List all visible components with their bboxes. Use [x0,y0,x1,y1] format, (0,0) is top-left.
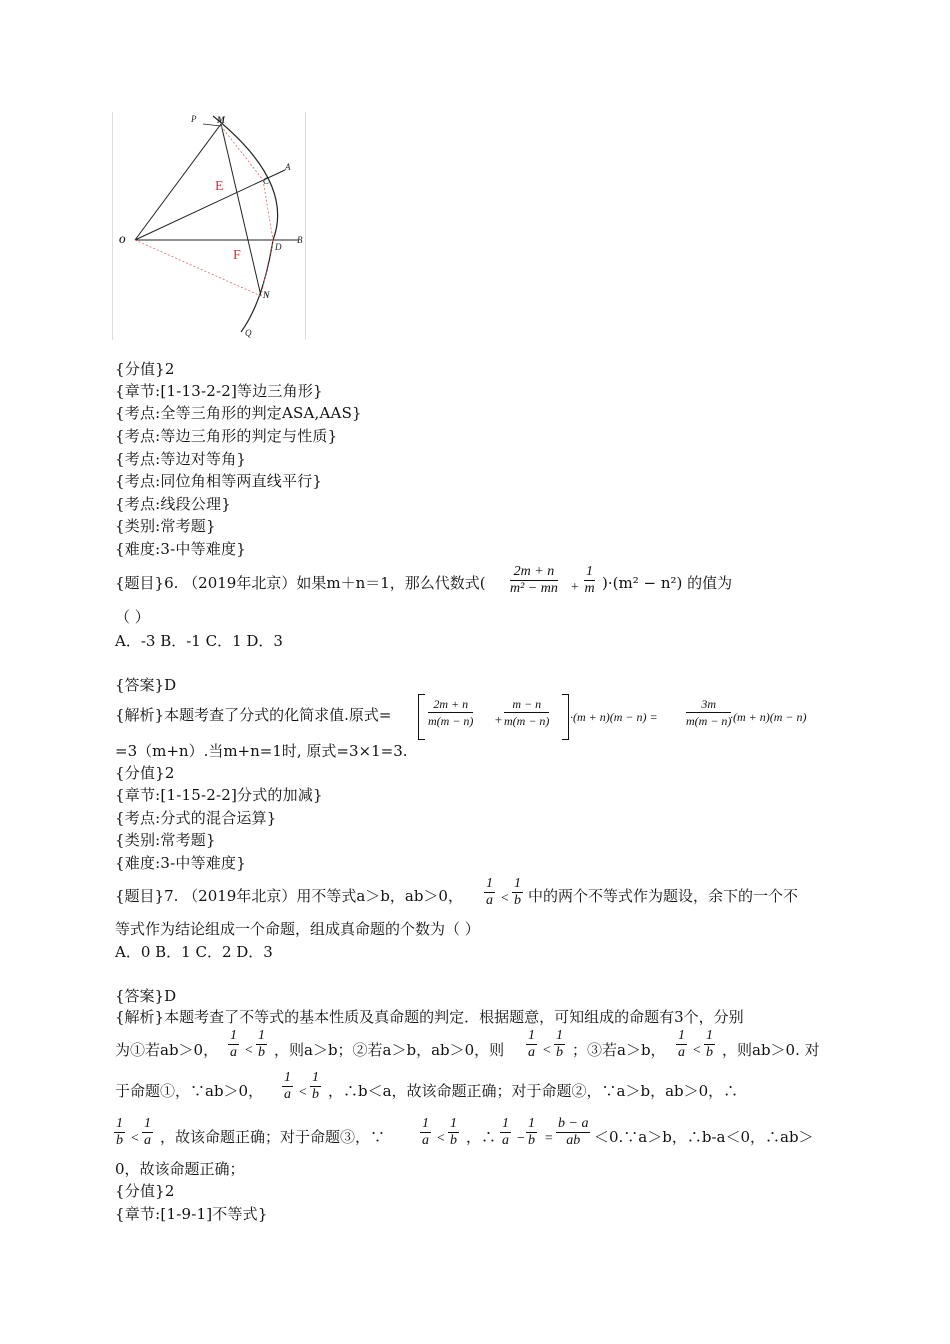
frac-num: 1 [556,1028,563,1043]
meta-point-2: {考点:等边三角形的判定与性质} [115,427,338,445]
q6-frac1 [510,564,558,597]
frac-num: 1 [422,1116,429,1131]
a7-l4-frac3 [420,1116,431,1149]
a7-line4-b: ，∴ [466,1128,497,1146]
meta-point-4: {考点:同位角相等两直线平行} [115,472,323,490]
q7-tail: 中的两个不等式作为题设，余下的一个不 [528,887,799,905]
frac-den: b [528,1133,535,1148]
frac-den: b [556,1045,563,1060]
q6-frac1-num: 2m + n [510,564,558,581]
frac-den: a [528,1045,535,1060]
q6-plus: + [570,580,580,595]
q7-frac2-den: b [514,893,521,908]
frac-num: 1 [678,1028,685,1043]
ray-OM [135,124,221,240]
q6-prefix: {题目}6. （2019年北京）如果m＋n＝1，那么代数式( [115,574,486,592]
label-P: P [191,114,197,124]
frac-den: b [706,1045,713,1060]
frac-den: a [422,1133,429,1148]
q6-frac1-den: m² − mn [510,581,558,596]
a6-bracket-right [562,694,569,740]
q7-frac1-den: a [486,893,493,908]
a7-l4-frac7-den: ab [566,1133,581,1148]
a7-line3-b: ，∴b＜a，故该命题正确；对于命题②，∵a＞b，ab＞0，∴ [328,1082,739,1100]
meta-difficulty-1: {难度:3-中等难度} [115,540,246,558]
label-C: C [263,176,270,186]
q7-options: A．0 B．1 C．2 D．3 [115,943,273,961]
q7-frac1 [484,876,495,909]
a7-meta-chapter: {章节:[1-9-1]不等式} [115,1205,268,1223]
a7-l2-frac1 [228,1028,239,1061]
a7-l2-lt1: < [244,1043,254,1058]
frac-den: a [678,1045,685,1060]
a6-expr-frac2-num: m − n [504,696,549,713]
a6-expr-frac1-den: m(m − n) [428,714,474,728]
a6-expr-frac3 [686,696,731,729]
a7-l3-frac2 [310,1070,321,1103]
a6-meta-chapter: {章节:[1-15-2-2]分式的加减} [115,786,323,804]
a6-expr-frac3-num: 3m [686,696,731,713]
frac-num: 1 [284,1070,291,1085]
a7-l4-eq: = [544,1131,554,1146]
a7-answer: {答案}D [115,987,177,1005]
a6-meta-difficulty: {难度:3-中等难度} [115,854,246,872]
frac-den: a [144,1133,151,1148]
segment-MN [221,124,261,296]
meta-point-5: {考点:线段公理} [115,495,231,513]
q7-prefix: {题目}7. （2019年北京）用不等式a＞b，ab＞0， [115,887,463,905]
a7-l2-frac2 [256,1028,267,1061]
label-O: O [119,235,126,245]
meta-category-1: {类别:常考题} [115,517,216,535]
label-M: M [217,115,226,125]
a7-l2-frac6 [704,1028,715,1061]
frac-num: 1 [706,1028,713,1043]
frac-num: 1 [450,1116,457,1131]
frac-den: b [312,1087,319,1102]
meta-point-1: {考点:全等三角形的判定ASA,AAS} [115,404,362,422]
a7-l3-lt: < [298,1085,308,1100]
a7-l2-frac4 [554,1028,565,1061]
a7-l2-lt2: < [542,1043,552,1058]
geometry-figure [112,112,306,340]
label-N: N [263,290,270,300]
q6-tail: )·(m² − n²) 的值为 [602,574,733,592]
a7-l4-frac2 [142,1116,153,1149]
q6-paren: （ ） [115,608,150,626]
a7-l4-lt2: < [436,1131,446,1146]
a7-line2-d: ，则ab＞0. 对 [722,1041,820,1059]
frac-num: 1 [502,1116,509,1131]
a7-l4-minus: − [516,1131,526,1146]
a6-expr-frac1-num: 2m + n [428,696,473,713]
q7-line2: 等式作为结论组成一个命题，组成真命题的个数为（ ） [115,920,480,938]
frac-den: b [450,1133,457,1148]
q6-frac2-num: 1 [586,564,593,579]
a6-meta-score: {分值}2 [115,764,175,782]
a6-expr-mul: ·(m + n)(m − n) = [570,710,658,724]
a7-line3-a: 于命题①，∵ab＞0， [115,1082,264,1100]
a7-l4-frac4 [448,1116,459,1149]
q6-options: A．-3 B．-1 C．1 D．3 [115,632,283,650]
a6-expr-plus: + [494,712,503,727]
a7-l4-frac7-num: b − a [558,1116,589,1131]
q7-lt: < [500,891,510,906]
a7-line1: {解析}本题考查了不等式的基本性质及真命题的判定．根据题意，可知组成的命题有3个，分别 [115,1008,744,1026]
dashed-CD [263,180,273,240]
frac-num: 1 [230,1028,237,1043]
a6-answer: {答案}D [115,676,177,694]
frac-num: 1 [116,1116,123,1131]
a7-l4-frac5 [500,1116,511,1149]
a7-line2-b: ，则a＞b；②若a＞b，ab＞0，则 [274,1041,505,1059]
a6-expr-frac1 [428,696,473,729]
a6-meta-point: {考点:分式的混合运算} [115,809,277,827]
q6-frac2-den: m [584,581,595,596]
meta-chapter-1: {章节:[1-13-2-2]等边三角形} [115,382,323,400]
a6-conclusion: =3（m+n）.当m+n=1时, 原式=3×1=3. [115,742,408,760]
a7-l3-frac1 [282,1070,293,1103]
dashed-ON [135,240,261,296]
dashed-DN [261,240,273,296]
frac-num: 1 [528,1028,535,1043]
a7-line2-a: 为①若ab＞0， [115,1041,219,1059]
frac-num: 1 [312,1070,319,1085]
a7-l2-frac5 [676,1028,687,1061]
figure-svg [113,112,305,340]
q7-frac1-num: 1 [486,876,493,891]
a6-expr-frac3-den: m(m − n) [686,714,732,728]
label-F: F [233,248,241,263]
a6-analysis-prefix: {解析}本题考查了分式的化简求值.原式= [115,706,392,724]
q6-frac2 [584,564,595,597]
a7-l4-lt1: < [130,1131,140,1146]
frac-num: 1 [144,1116,151,1131]
a6-meta-category: {类别:常考题} [115,831,216,849]
a7-line5: 0，故该命题正确； [115,1160,245,1178]
a6-expr-frac2 [504,696,549,729]
frac-den: b [116,1133,123,1148]
a7-l2-lt3: < [692,1043,702,1058]
a7-l4-frac7 [556,1116,590,1149]
label-A: A [285,162,291,172]
label-Q: Q [245,328,252,338]
q7-frac2 [512,876,523,909]
a7-l4-frac6 [526,1116,537,1149]
a6-bracket-left [418,694,425,740]
a7-l4-frac1 [114,1116,125,1149]
q7-frac2-num: 1 [514,876,521,891]
a7-line2-c: ；③若a＞b， [572,1041,666,1059]
a7-meta-score: {分值}2 [115,1182,175,1200]
meta-score-1: {分值}2 [115,360,175,378]
a7-line4-a: ，故该命题正确；对于命题③，∵ [160,1128,386,1146]
label-D: D [275,242,282,252]
a6-expr-mul2: ·(m + n)(m − n) [730,710,807,724]
frac-den: a [284,1087,291,1102]
a7-l2-frac3 [526,1028,537,1061]
a6-expr-frac2-den: m(m − n) [504,714,550,728]
label-E: E [215,179,224,194]
a7-line4-c: ＜0.∵a＞b，∴b-a＜0，∴ab＞ [594,1128,814,1146]
frac-num: 1 [258,1028,265,1043]
frac-den: a [502,1133,509,1148]
frac-den: b [258,1045,265,1060]
meta-point-3: {考点:等边对等角} [115,450,247,468]
frac-num: 1 [528,1116,535,1131]
frac-den: a [230,1045,237,1060]
label-B: B [297,235,303,245]
